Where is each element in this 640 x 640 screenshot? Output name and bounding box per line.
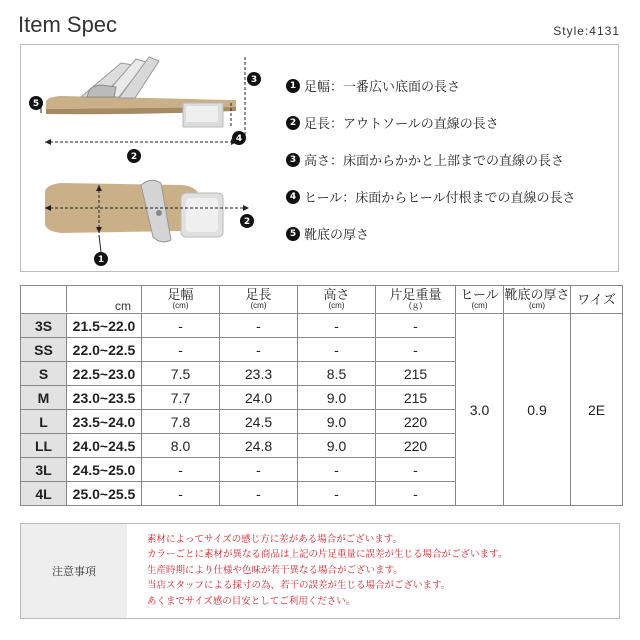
length-cell: - (220, 338, 298, 362)
number-badge: 1 (286, 79, 300, 93)
spec-box (20, 44, 619, 272)
length-cell: - (220, 314, 298, 338)
definition-text: 足長：アウトソールの直線の長さ (304, 117, 499, 132)
svg-text:2: 2 (243, 217, 251, 227)
marker-2-side (127, 149, 141, 163)
size-cell: 3L (21, 458, 67, 482)
column-header: ワイズ (571, 286, 623, 314)
range-cell: 25.0~25.5 (67, 482, 142, 506)
weight-cell: 220 (376, 434, 456, 458)
sole-cell: 0.9 (504, 314, 571, 506)
notice-box (20, 523, 620, 619)
range-cell: 24.5~25.0 (67, 458, 142, 482)
number-badge: 3 (286, 153, 300, 167)
svg-text:4: 4 (235, 134, 243, 144)
length-cell: - (220, 458, 298, 482)
column-header: 足長 (cm) (220, 286, 298, 314)
size-table (20, 285, 623, 506)
height-cell: 9.0 (298, 410, 376, 434)
size-cell: M (21, 386, 67, 410)
width-cell: 7.5 (142, 362, 220, 386)
height-cell: 9.0 (298, 434, 376, 458)
notice-line: 生産時期により仕様や色味が若干異なる場合がございます。 (147, 564, 403, 576)
table-header-row (21, 286, 623, 314)
column-header: 高さ (cm) (298, 286, 376, 314)
definitions-list (286, 67, 616, 252)
page-title: Item Spec (18, 12, 118, 37)
definition-item (286, 104, 616, 141)
diagonal-divider (21, 286, 67, 313)
marker-5 (29, 96, 43, 110)
weight-cell: 215 (376, 386, 456, 410)
size-cell: 3S (21, 314, 67, 338)
svg-text:SIZE: SIZE (69, 288, 90, 298)
notice-line: あくまでサイズ感の目安としてご利用ください。 (147, 595, 356, 607)
number-badge: 4 (286, 190, 300, 204)
definition-item (286, 215, 616, 252)
size-cell: LL (21, 434, 67, 458)
notice-text (127, 524, 507, 618)
column-header: 足幅 (cm) (142, 286, 220, 314)
svg-text:S-M-L: S-M-L (25, 303, 47, 312)
definition-item (286, 141, 616, 178)
number-badge: 5 (286, 227, 300, 241)
column-header: ヒール (cm) (456, 286, 504, 314)
width-cell: - (142, 458, 220, 482)
weight-cell: - (376, 482, 456, 506)
range-cell: 23.5~24.0 (67, 410, 142, 434)
height-cell: - (298, 338, 376, 362)
length-cell: 23.3 (220, 362, 298, 386)
weight-cell: - (376, 314, 456, 338)
column-header: 靴底の厚さ (cm) (504, 286, 571, 314)
marker-2-bottom (240, 214, 254, 228)
notice-line: カラーごとに素材が異なる商品は上記の片足重量に誤差が生じる場合がございます。 (147, 549, 508, 561)
definition-item (286, 178, 616, 215)
width-cell: - (142, 338, 220, 362)
width-cell: 8.0 (142, 434, 220, 458)
svg-text:5: 5 (32, 99, 40, 109)
range-cell: 22.5~23.0 (67, 362, 142, 386)
height-cell: - (298, 458, 376, 482)
width-cell: 7.8 (142, 410, 220, 434)
range-cell: 23.0~23.5 (67, 386, 142, 410)
notice-line: 素材によってサイズの感じ方に差がある場合がございます。 (147, 534, 402, 545)
column-header: 片足重量 (ｇ) (376, 286, 456, 314)
width-cell: - (142, 314, 220, 338)
svg-text:cm: cm (115, 299, 131, 313)
length-cell: 24.8 (220, 434, 298, 458)
definition-text: 高さ：床面からかかと上部までの直線の長さ (304, 154, 565, 169)
cm-header (67, 286, 142, 314)
weight-cell: - (376, 458, 456, 482)
svg-text:SIZE: SIZE (23, 288, 44, 298)
marker-3 (247, 72, 261, 86)
number-badge: 2 (286, 116, 300, 130)
size-cell: S (21, 362, 67, 386)
notice-label: 注意事項 (21, 524, 127, 618)
svg-text:3: 3 (250, 75, 258, 85)
definition-text: 靴底の厚さ (304, 228, 370, 243)
svg-text:2: 2 (130, 152, 138, 162)
range-cell: 24.0~24.5 (67, 434, 142, 458)
weight-cell: 220 (376, 410, 456, 434)
size-cell: 4L (21, 482, 67, 506)
definition-text: 足幅：一番広い底面の長さ (304, 80, 461, 95)
weight-cell: 215 (376, 362, 456, 386)
height-cell: - (298, 314, 376, 338)
definition-text: ヒール：床面からヒール付根までの直線の長さ (304, 191, 576, 206)
range-cell: 22.0~22.5 (67, 338, 142, 362)
size-header (21, 286, 67, 314)
side-view-sandal (46, 57, 236, 127)
height-cell: 9.0 (298, 386, 376, 410)
notice-line: 当店スタッフによる採寸の為、若干の誤差が生じる場合がございます。 (147, 580, 451, 592)
height-cell: - (298, 482, 376, 506)
range-cell: 21.5~22.0 (67, 314, 142, 338)
width-cell: - (142, 482, 220, 506)
length-cell: - (220, 482, 298, 506)
marker-4 (232, 131, 246, 145)
height-cell: 8.5 (298, 362, 376, 386)
marker-1 (94, 252, 108, 266)
definition-item (286, 67, 616, 104)
size-cell: L (21, 410, 67, 434)
svg-text:1: 1 (97, 255, 105, 265)
wise-cell: 2E (571, 314, 623, 506)
bottom-view-sandal (45, 180, 223, 241)
length-cell: 24.5 (220, 410, 298, 434)
width-cell: 7.7 (142, 386, 220, 410)
style-code: Style:4131 (553, 24, 620, 38)
length-cell: 24.0 (220, 386, 298, 410)
table-row (21, 314, 623, 338)
diagonal-divider (67, 286, 142, 313)
weight-cell: - (376, 338, 456, 362)
heel-cell: 3.0 (456, 314, 504, 506)
size-cell: SS (21, 338, 67, 362)
sandal-diagram (21, 45, 279, 271)
